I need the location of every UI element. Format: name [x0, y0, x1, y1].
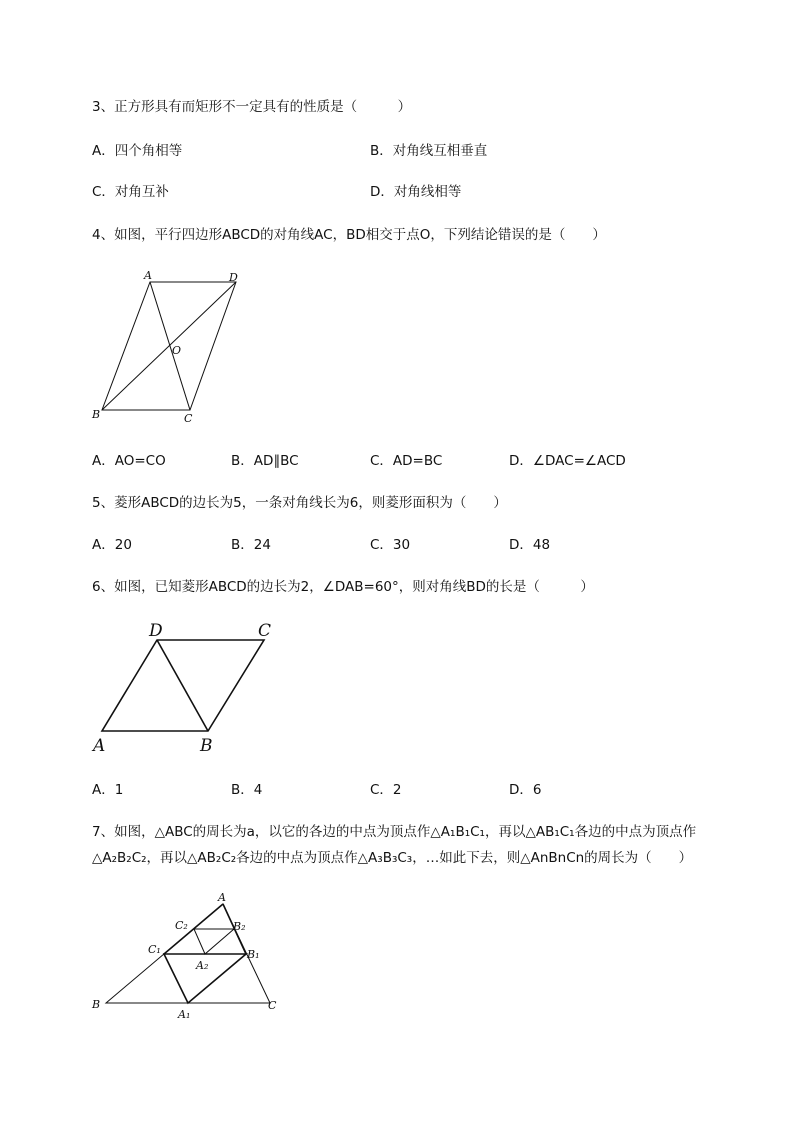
parallelogram-figure: [88, 266, 248, 428]
question-3-stem: 3、正方形具有而矩形不一定具有的性质是（ ）: [92, 99, 412, 115]
label-a2: A₂: [196, 959, 209, 972]
diagonal-ac: [150, 282, 190, 410]
question-5-option-b[interactable]: B．24: [231, 537, 271, 553]
question-3-option-b[interactable]: B．对角线互相垂直: [370, 143, 488, 159]
label-b: B: [92, 998, 101, 1011]
label-b: B: [92, 408, 101, 421]
label-a: A: [144, 269, 152, 282]
nested-triangles-figure: [88, 888, 288, 1024]
question-4-option-a[interactable]: A．AO=CO: [92, 453, 166, 469]
question-3-option-d[interactable]: D．对角线相等: [370, 184, 462, 200]
question-4-stem: 4、如图，平行四边形ABCD的对角线AC，BD相交于点O，下列结论错误的是（ ）: [92, 227, 606, 243]
label-c1: C₁: [148, 943, 161, 956]
question-6-option-a[interactable]: A．1: [92, 782, 124, 798]
label-a1: A₁: [178, 1008, 191, 1021]
label-a: A: [93, 736, 106, 756]
label-c: C: [258, 621, 272, 641]
label-c: C: [184, 412, 193, 425]
question-6-stem: 6、如图，已知菱形ABCD的边长为2，∠DAB=60°，则对角线BD的长是（ ）: [92, 579, 594, 595]
question-3-option-a[interactable]: A．四个角相等: [92, 143, 183, 159]
label-b1: B₁: [247, 948, 260, 961]
label-c2: C₂: [175, 919, 188, 932]
question-6-option-b[interactable]: B．4: [231, 782, 263, 798]
diagonal-bd: [157, 640, 208, 731]
label-a: A: [218, 891, 226, 904]
label-c: C: [268, 999, 277, 1012]
label-d: D: [149, 621, 163, 641]
label-b2: B₂: [233, 920, 246, 933]
question-5-option-a[interactable]: A．20: [92, 537, 132, 553]
label-d: D: [229, 271, 238, 284]
question-4-option-b[interactable]: B．AD∥BC: [231, 453, 299, 469]
question-3-option-c[interactable]: C．对角互补: [92, 184, 169, 200]
label-o: O: [172, 344, 182, 357]
question-5-option-c[interactable]: C．30: [370, 537, 411, 553]
question-5-stem: 5、菱形ABCD的边长为5，一条对角线长为6，则菱形面积为（ ）: [92, 495, 507, 511]
triangle-a2b2c2: [194, 929, 234, 954]
question-4-option-c[interactable]: C．AD=BC: [370, 453, 443, 469]
question-7-stem-line1: 7、如图，△ABC的周长为a，以它的各边的中点为顶点作△A₁B₁C₁，再以△AB₁C₁各边的中点为顶点作: [92, 824, 697, 840]
label-b: B: [200, 736, 213, 756]
question-5-option-d[interactable]: D．48: [509, 537, 551, 553]
diagonal-bd: [102, 282, 236, 410]
question-7-stem-line2: △A₂B₂C₂，再以△AB₂C₂各边的中点为顶点作△A₃B₃C₃，…如此下去，则△AnBnCn的周长为（ ）: [92, 850, 693, 866]
question-6-option-d[interactable]: D．6: [509, 782, 542, 798]
question-6-option-c[interactable]: C．2: [370, 782, 402, 798]
question-4-option-d[interactable]: D．∠DAC=∠ACD: [509, 453, 626, 469]
rhombus-figure: [88, 618, 284, 758]
